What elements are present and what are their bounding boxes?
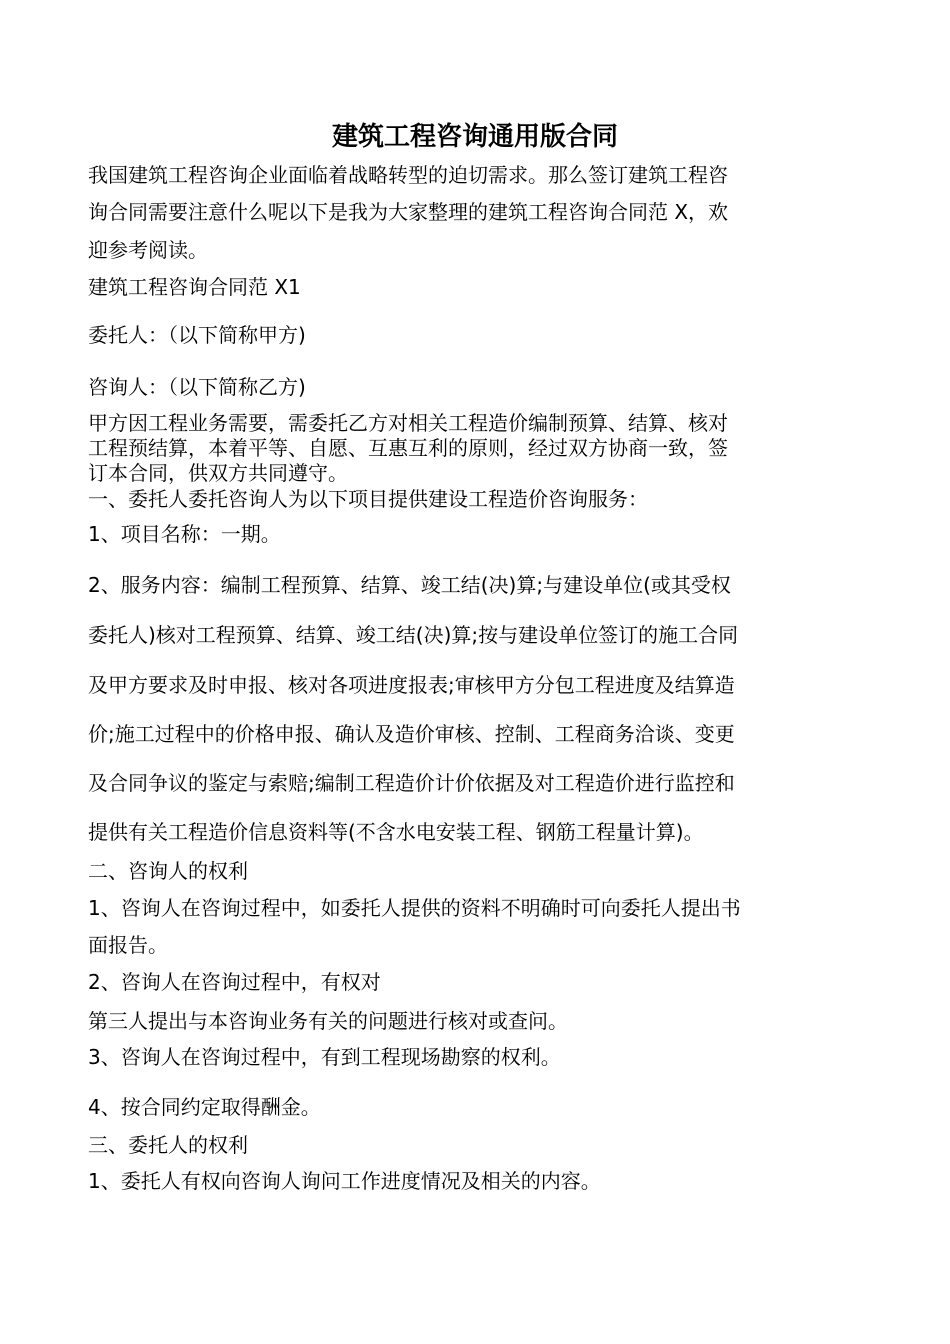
section-1-heading: 一、委托人委托咨询人为以下项目提供建设工程造价咨询服务： (88, 487, 648, 511)
clause-2-1-line-1: 1、咨询人在咨询过程中，如委托人提供的资料不明确时可向委托人提出书 (88, 896, 741, 920)
clause-2-1-line-2: 面报告。 (88, 933, 168, 957)
clause-1-2-line-4: 价;施工过程中的价格申报、确认及造价审核、控制、工程商务洽谈、变更 (88, 722, 735, 746)
clause-1-2-line-2: 委托人)核对工程预算、结算、竣工结(决)算;按与建设单位签订的施工合同 (88, 623, 739, 647)
preamble-line-3: 订本合同，供双方共同遵守。 (88, 461, 348, 485)
intro-line-2: 询合同需要注意什么呢以下是我为大家整理的建筑工程咨询合同范 X，欢 (88, 200, 729, 224)
clause-2-2-line-2: 第三人提出与本咨询业务有关的问题进行核对或查问。 (88, 1009, 568, 1033)
clause-1-2-line-3: 及甲方要求及时申报、核对各项进度报表;审核甲方分包工程进度及结算造 (88, 673, 735, 697)
clause-1-1: 1、项目名称：一期。 (88, 522, 281, 546)
section-2-heading: 二、咨询人的权利 (88, 859, 248, 883)
clause-1-2-line-1: 2、服务内容：编制工程预算、结算、竣工结(决)算;与建设单位(或其受权 (88, 573, 731, 597)
document-title: 建筑工程咨询通用版合同 (331, 122, 618, 152)
clause-1-2-line-6: 提供有关工程造价信息资料等(不含水电安装工程、钢筋工程量计算)。 (88, 820, 704, 844)
intro-line-1: 我国建筑工程咨询企业面临着战略转型的迫切需求。那么签订建筑工程咨 (88, 163, 728, 187)
party-b-line: 咨询人：（以下简称乙方) (88, 375, 306, 399)
clause-2-2-line-1: 2、咨询人在咨询过程中，有权对 (88, 970, 381, 994)
clause-2-3: 3、咨询人在咨询过程中，有到工程现场勘察的权利。 (88, 1045, 561, 1069)
intro-line-3: 迎参考阅读。 (88, 238, 208, 262)
clause-3-1: 1、委托人有权向咨询人询问工作进度情况及相关的内容。 (88, 1169, 601, 1193)
clause-1-2-line-5: 及合同争议的鉴定与索赔;编制工程造价计价依据及对工程造价进行监控和 (88, 771, 735, 795)
contract-heading: 建筑工程咨询合同范 X1 (88, 275, 301, 299)
preamble-line-2: 工程预结算，本着平等、自愿、互惠互利的原则，经过双方协商一致，签 (88, 436, 728, 460)
clause-2-4: 4、按合同约定取得酬金。 (88, 1095, 321, 1119)
section-3-heading: 三、委托人的权利 (88, 1133, 248, 1157)
party-a-line: 委托人：（以下简称甲方) (88, 323, 306, 347)
preamble-line-1: 甲方因工程业务需要，需委托乙方对相关工程造价编制预算、结算、核对 (88, 411, 728, 435)
